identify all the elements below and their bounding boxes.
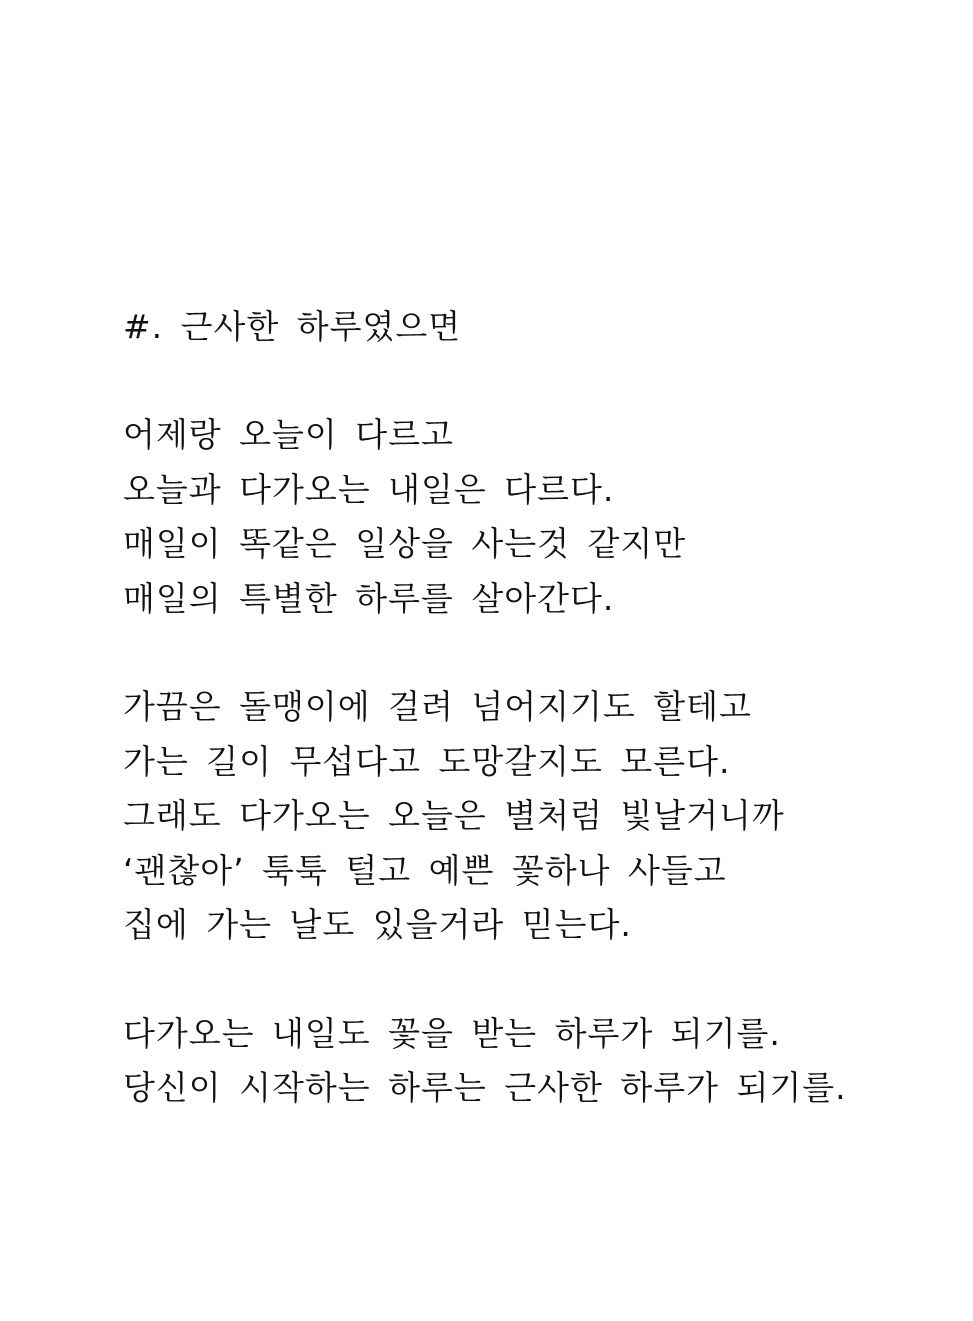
- poem-line: 어제랑 오늘이 다르고: [123, 415, 454, 454]
- poem-line: 가끔은 돌맹이에 걸려 넘어지기도 할테고: [123, 687, 752, 726]
- poem-title: #. 근사한 하루였으면: [123, 307, 462, 346]
- poem-line: 집에 가는 날도 있을거라 믿는다.: [123, 905, 632, 944]
- poem-line: 매일의 특별한 하루를 살아간다.: [123, 578, 615, 618]
- poem-page: [123, 300, 943, 1170]
- stanza-1: [123, 408, 943, 626]
- poem-line: 오늘과 다가오는 내일은 다르다.: [123, 469, 615, 509]
- poem-line: 그래도 다가오는 오늘은 별처럼 빛날거니까: [123, 796, 785, 835]
- poem-line: 매일이 똑같은 일상을 사는것 같지만: [123, 524, 687, 563]
- poem-line: ‘괜찮아’ 툭툭 털고 예쁜 꽃하나 사들고: [123, 850, 727, 890]
- poem-line: 다가오는 내일도 꽃을 받는 하루가 되기를.: [123, 1013, 781, 1053]
- stanza-3: [123, 1007, 943, 1116]
- poem-line: 당신이 시작하는 하루는 근사한 하루가 되기를.: [123, 1068, 847, 1107]
- poem-line: 가는 길이 무섭다고 도망갈지도 모른다.: [123, 741, 731, 781]
- stanza-2: [123, 680, 943, 953]
